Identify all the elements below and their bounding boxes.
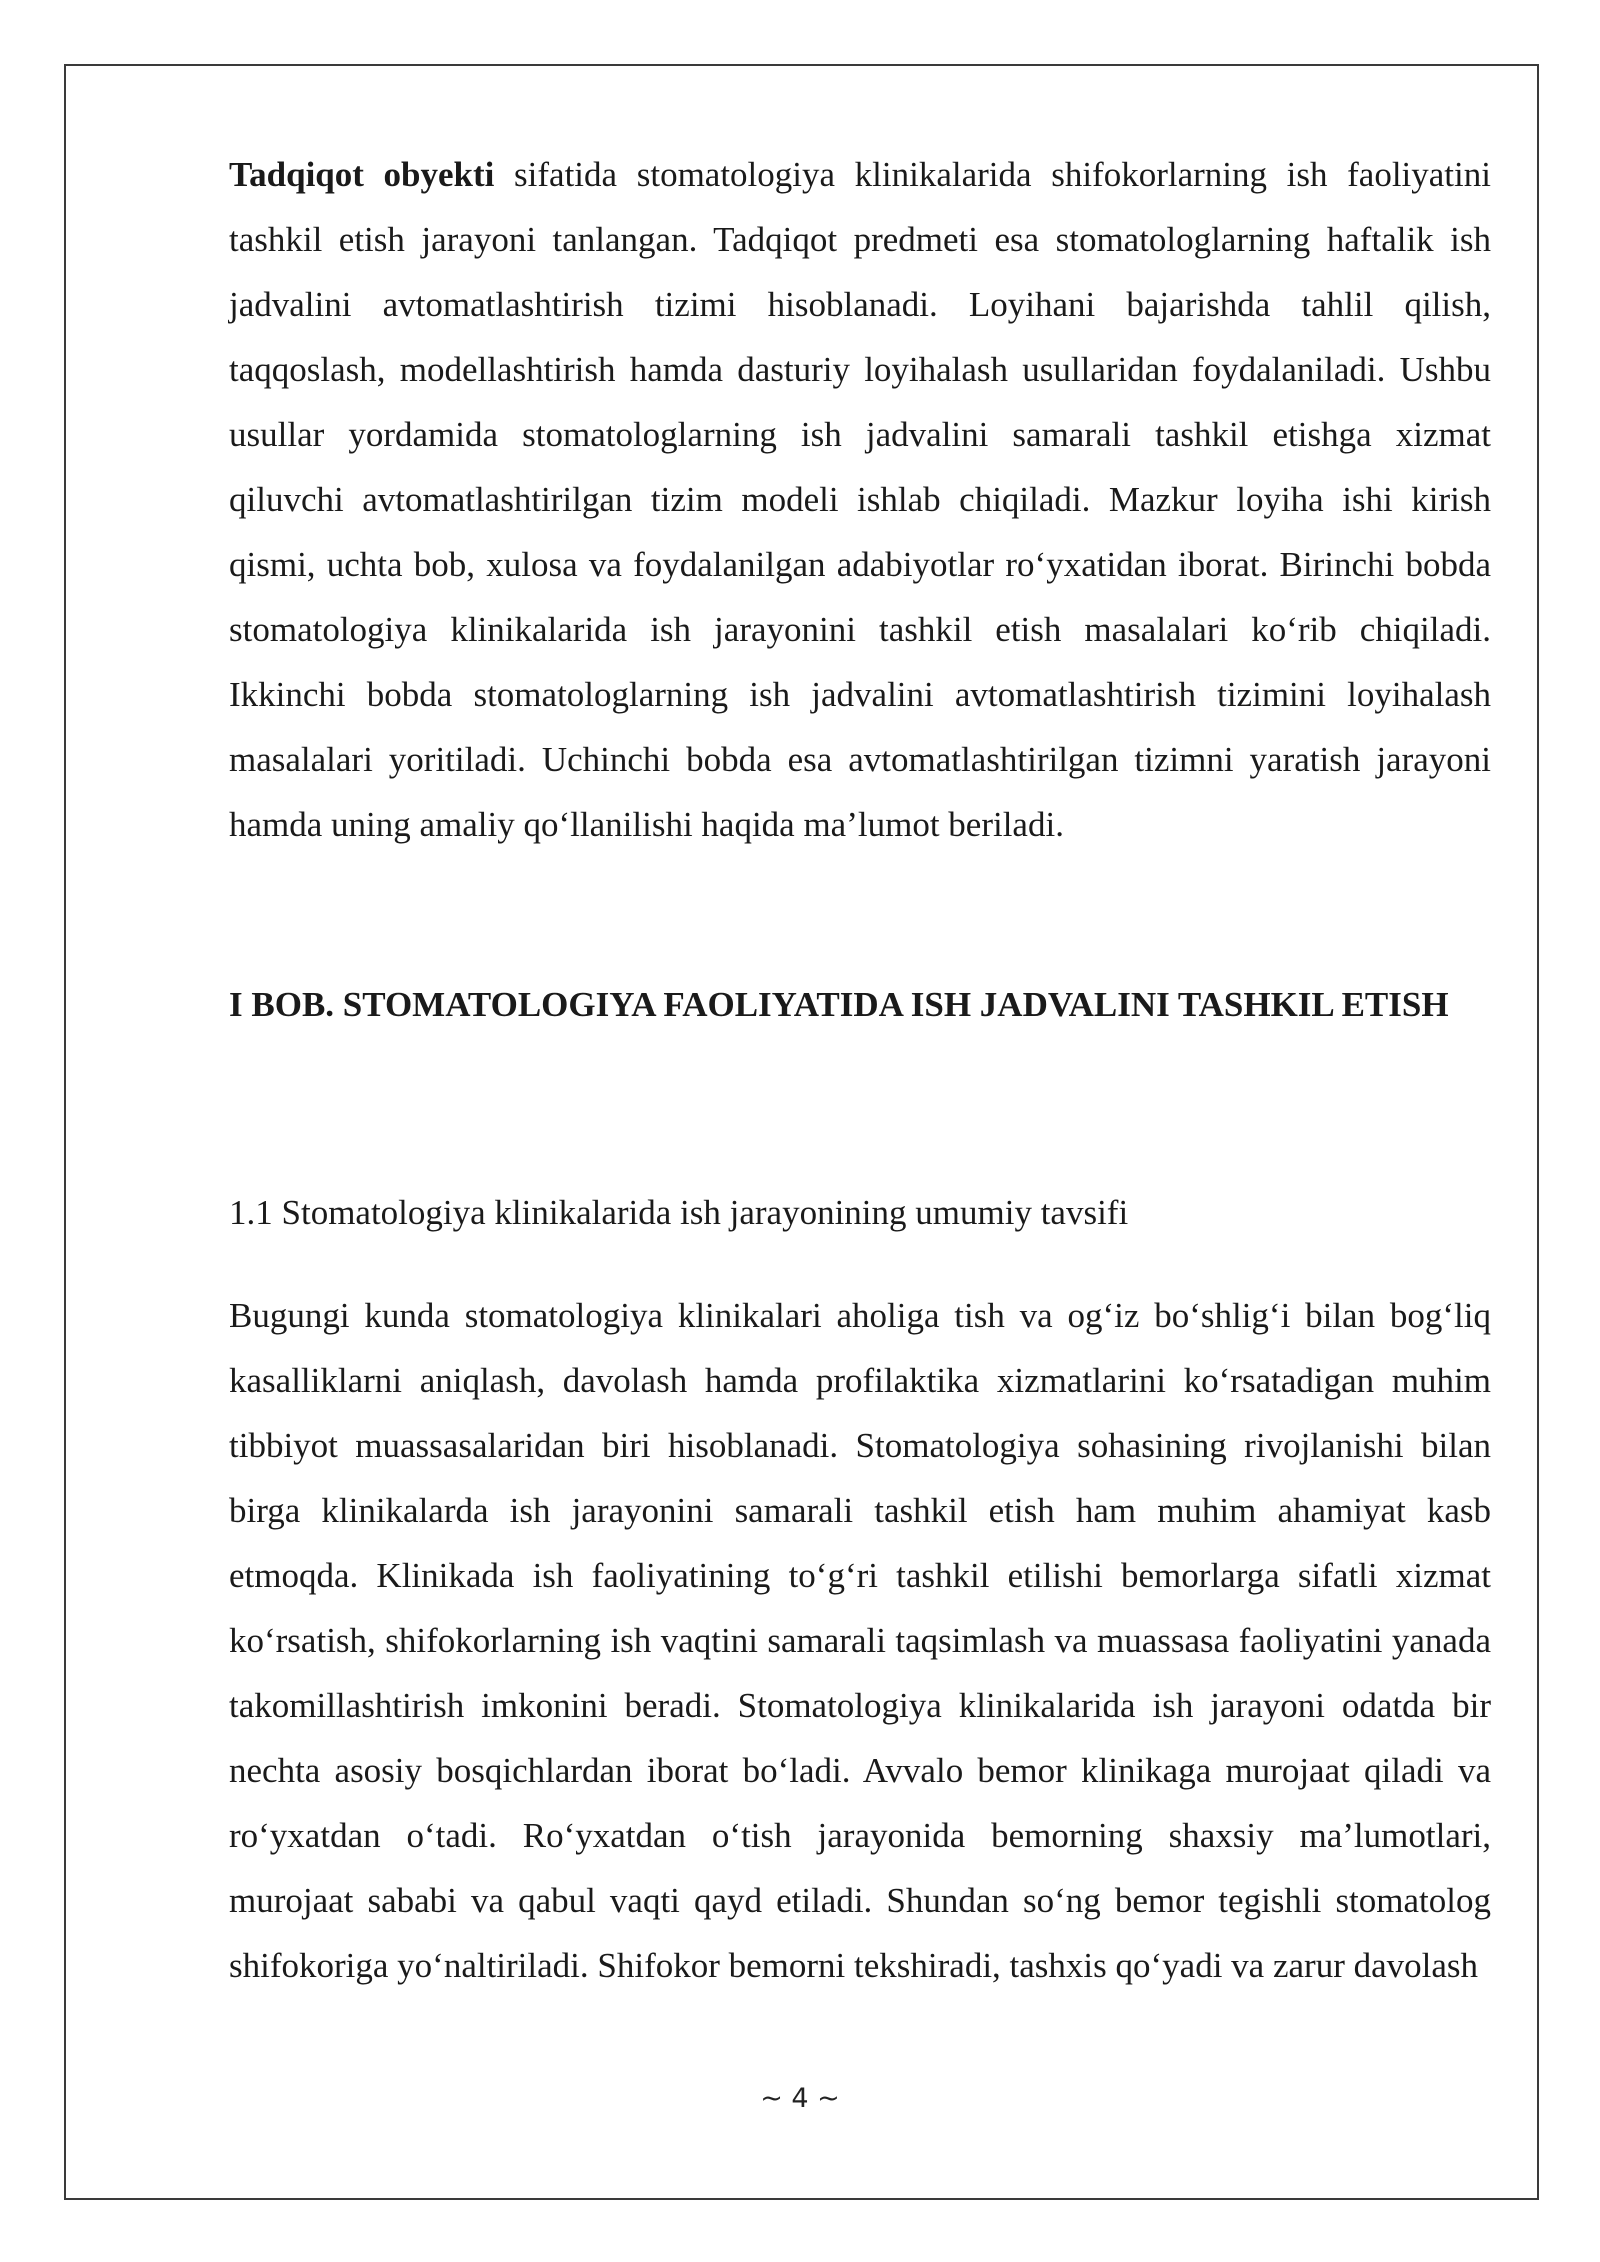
intro-lead-bold: Tadqiqot obyekti [229, 155, 495, 194]
chapter-title: I BOB. STOMATOLOGIYA FAOLIYATIDA ISH JADVALINI TASHKIL ETISH [229, 985, 1449, 1024]
section-title: 1.1 Stomatologiya klinikalarida ish jarayonining umumiy tavsifi [229, 1193, 1129, 1232]
document-body [229, 142, 1491, 1985]
intro-text: sifatida stomatologiya klinikalarida shifokorlarning ish faoliyatini tashkil etish jarayoni tanlangan. Tadqiqot predmeti esa stomatologlarning haftalik ish jadvalini avtomatlashtirish tizimi hisoblanadi. Loyihani bajarishda tahlil qilish, taqqoslash, modellashtirish hamda dasturiy loyihalash usullaridan foydalaniladi. Ushbu usullar yordamida stomatologlarning ish jadvalini samarali tashkil etishga xizmat qiluvchi avtomatlashtirilgan tizim modeli ishlab chiqiladi. Mazkur loyiha ishi kirish qismi, uchta bob, xulosa va foydalanilgan adabiyotlar ro‘yxatidan iborat. Birinchi bobda stomatologiya klinikalarida ish jarayonini tashkil etish masalalari ko‘rib chiqiladi. Ikkinchi bobda stomatologlarning ish jadvalini avtomatlashtirish tizimini loyihalash masalalari yoritiladi. Uchinchi bobda esa avtomatlashtirilgan tizimni yaratish jarayoni hamda uning amaliy qo‘llanilishi haqida ma’lumot beriladi. [229, 155, 1491, 844]
intro-paragraph [229, 142, 1491, 857]
page-number: ~ 4 ~ [760, 2083, 840, 2114]
section-paragraph: Bugungi kunda stomatologiya klinikalari aholiga tish va og‘iz bo‘shlig‘i bilan bog‘liq kasalliklarni aniqlash, davolash hamda profilaktika xizmatlarini ko‘rsatadigan muhim tibbiyot muassasalaridan biri hisoblanadi. Stomatologiya sohasining rivojlanishi bilan birga klinikalarda ish jarayonini samarali tashkil etish ham muhim ahamiyat kasb etmoqda. Klinikada ish faoliyatining to‘g‘ri tashkil etilishi bemorlarga sifatli xizmat ko‘rsatish, shifokorlarning ish vaqtini samarali taqsimlash va muassasa faoliyatini yanada takomillashtirish imkonini beradi. Stomatologiya klinikalarida ish jarayoni odatda bir nechta asosiy bosqichlardan iborat bo‘ladi. Avvalo bemor klinikaga murojaat qiladi va ro‘yxatdan o‘tadi. Ro‘yxatdan o‘tish jarayonida bemorning shaxsiy ma’lumotlari, murojaat sababi va qabul vaqti qayd etiladi. Shundan so‘ng bemor tegishli stomatolog shifokoriga yo‘naltiriladi. Shifokor bemorni tekshiradi, tashxis qo‘yadi va zarur davolash [229, 1296, 1491, 1985]
